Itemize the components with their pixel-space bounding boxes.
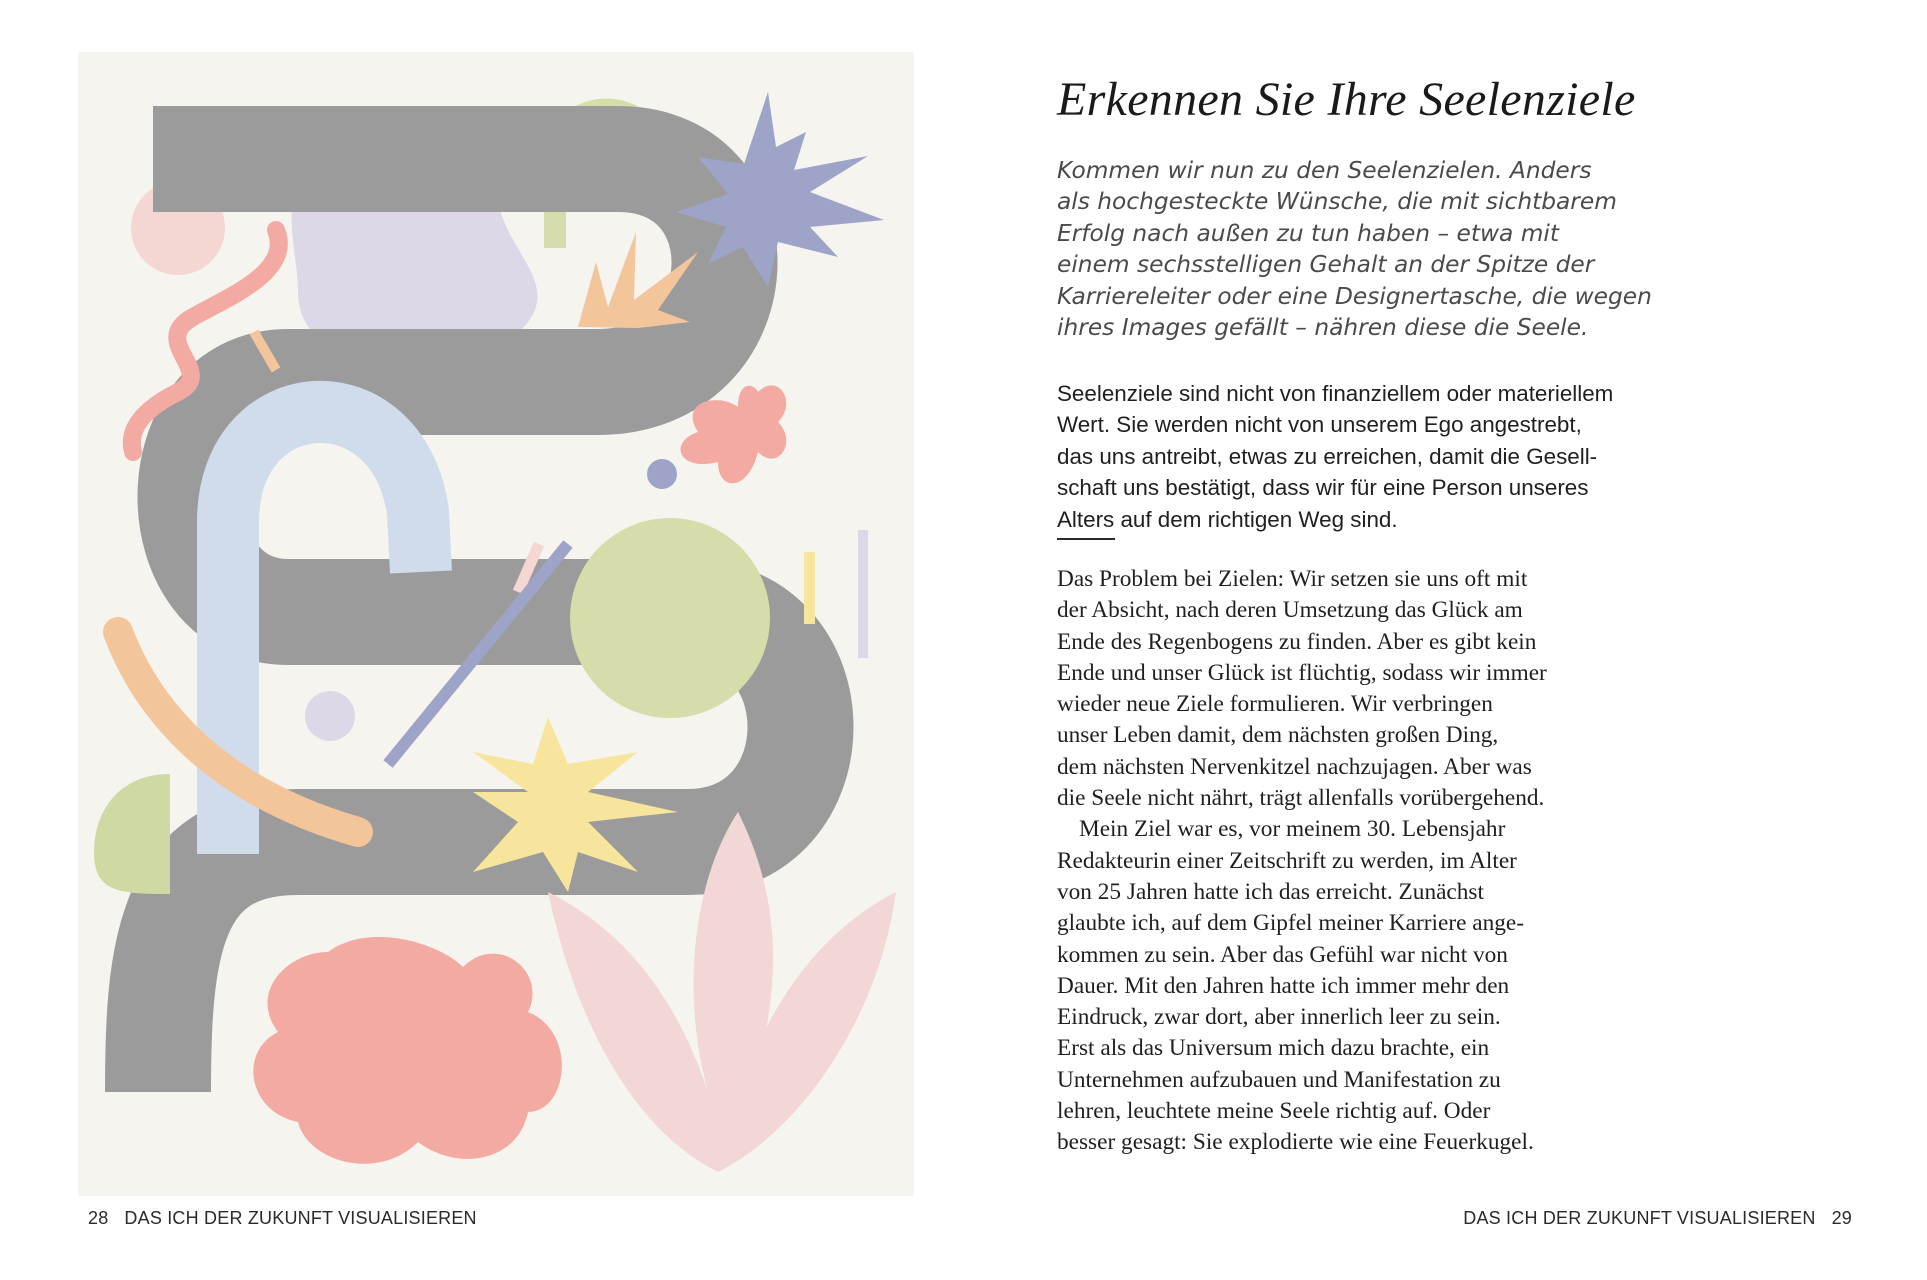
section-divider bbox=[1057, 538, 1115, 540]
body-line: dem nächsten Nervenkitzel nachzujagen. Aber was bbox=[1057, 753, 1532, 780]
body-line: besser gesagt: Sie explodierte wie eine Feuerkugel. bbox=[1057, 1129, 1534, 1156]
left-running-title: DAS ICH DER ZUKUNFT VISUALISIEREN bbox=[124, 1208, 477, 1228]
intro-line: ihres Images gefällt – nähren diese die Seele. bbox=[1057, 314, 1589, 342]
body-line: der Absicht, nach deren Umsetzung das Glück am bbox=[1057, 597, 1523, 624]
body-line: Unternehmen aufzubauen und Manifestation zu bbox=[1057, 1066, 1501, 1093]
abstract-illustration bbox=[78, 52, 914, 1196]
body-text bbox=[1057, 564, 1617, 1159]
intro-line: einem sechsstelligen Gehalt an der Spitze der bbox=[1057, 251, 1595, 279]
sans-paragraph bbox=[1057, 378, 1617, 535]
page-title: Erkennen Sie Ihre Seelenziele bbox=[1057, 73, 1636, 126]
sans-line: Seelenziele sind nicht von finanziellem oder materiellem bbox=[1057, 381, 1614, 406]
right-page-footer bbox=[1463, 1208, 1852, 1229]
intro-paragraph bbox=[1057, 155, 1652, 343]
body-line: Das Problem bei Zielen: Wir setzen sie uns oft mit bbox=[1057, 566, 1528, 592]
body-line: wieder neue Ziele formulieren. Wir verbringen bbox=[1057, 691, 1493, 718]
body-line: Eindruck, zwar dort, aber innerlich leer zu sein. bbox=[1057, 1004, 1501, 1031]
body-line: die Seele nicht nährt, trägt allenfalls vorübergehend. bbox=[1057, 785, 1545, 812]
body-line: glaubte ich, auf dem Gipfel meiner Karriere ange- bbox=[1057, 910, 1525, 937]
intro-line: Erfolg nach außen zu tun haben – etwa mit bbox=[1057, 219, 1560, 247]
left-page-number: 28 bbox=[88, 1208, 109, 1228]
body-line: unser Leben damit, dem nächsten großen Ding, bbox=[1057, 722, 1499, 749]
body-line: kommen zu sein. Aber das Gefühl war nicht von bbox=[1057, 941, 1508, 968]
green-circle bbox=[570, 518, 770, 718]
body-line: Redakteurin einer Zeitschrift zu werden, im Alter bbox=[1057, 847, 1517, 874]
sans-line: schaft uns bestätigt, dass wir für eine Person unseres bbox=[1057, 475, 1589, 501]
body-line: von 25 Jahren hatte ich das erreicht. Zunächst bbox=[1057, 878, 1484, 905]
sans-line: Alters auf dem richtigen Weg sind. bbox=[1057, 506, 1398, 532]
body-line: lehren, leuchtete meine Seele richtig auf. Oder bbox=[1057, 1098, 1491, 1125]
body-line: Ende des Regenbogens zu finden. Aber es gibt kein bbox=[1057, 628, 1537, 655]
sans-line: das uns antreibt, etwas zu erreichen, damit die Gesell- bbox=[1057, 443, 1598, 469]
intro-line: Kommen wir nun zu den Seelenzielen. Anders bbox=[1057, 157, 1592, 184]
sans-line: Wert. Sie werden nicht von unserem Ego angestrebt, bbox=[1057, 412, 1582, 438]
intro-line: Karriereleiter oder eine Designertasche, die wegen bbox=[1057, 282, 1652, 310]
body-line: Erst als das Universum mich dazu brachte, ein bbox=[1057, 1035, 1490, 1062]
body-line: Mein Ziel war es, vor meinem 30. Lebensjahr bbox=[1079, 816, 1506, 843]
body-line: Dauer. Mit den Jahren hatte ich immer mehr den bbox=[1057, 972, 1510, 999]
body-line: Ende und unser Glück ist flüchtig, sodass wir immer bbox=[1057, 659, 1547, 686]
left-page-footer bbox=[88, 1208, 477, 1229]
right-running-title: DAS ICH DER ZUKUNFT VISUALISIEREN bbox=[1463, 1208, 1816, 1228]
intro-line: als hochgesteckte Wünsche, die mit sichtbarem bbox=[1057, 188, 1617, 216]
right-page-number: 29 bbox=[1831, 1208, 1852, 1228]
